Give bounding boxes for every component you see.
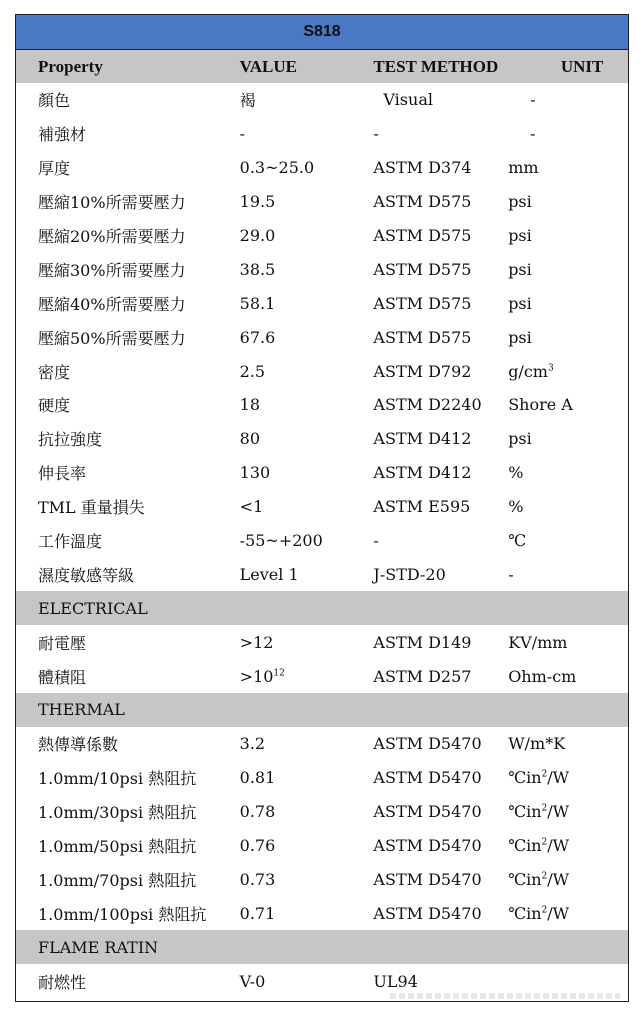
table-title xyxy=(16,15,628,50)
cell-property: 厚度 xyxy=(38,159,71,179)
cell-value-text: 67.6 xyxy=(239,327,276,347)
cell-unit-text: g/cm xyxy=(508,361,548,381)
table-row xyxy=(16,524,628,558)
cell-property: 壓縮40%所需要壓力 xyxy=(38,294,186,314)
cell-test-method: ASTM D5470 xyxy=(373,734,482,754)
table-row xyxy=(16,422,628,456)
cell-value-text: 0.3~25.0 xyxy=(239,158,315,178)
table-row xyxy=(16,896,628,930)
cell-value xyxy=(238,768,374,787)
table-title-text: S818 xyxy=(303,23,341,40)
cell-unit xyxy=(508,226,628,245)
cell-property: 硬度 xyxy=(38,396,71,416)
cell-unit xyxy=(508,260,628,279)
cell-property: 補強材 xyxy=(38,125,87,145)
cell-value-text: 2.5 xyxy=(239,361,266,381)
cell-unit-text: Shore A xyxy=(508,395,573,415)
table-row xyxy=(16,117,628,151)
cell-unit-text: ℃ xyxy=(508,531,527,551)
table-row xyxy=(16,862,628,896)
cell-value-text: 0.78 xyxy=(239,802,276,822)
cell-unit-tail: /W xyxy=(547,869,570,889)
section-row xyxy=(16,591,628,625)
cell-property: 耐燃性 xyxy=(38,972,87,992)
cell-unit xyxy=(508,90,628,109)
cell-test-method: ASTM D5470 xyxy=(373,768,482,788)
cell-unit xyxy=(508,870,628,889)
cell-value xyxy=(238,734,374,753)
cell-value-text: 58.1 xyxy=(239,293,276,313)
table-row xyxy=(16,354,628,388)
table-row xyxy=(16,83,628,117)
cell-property: 抗拉強度 xyxy=(38,430,103,450)
cell-value-text: 130 xyxy=(239,463,271,483)
cell-property: 1.0mm/10psi 熱阻抗 xyxy=(38,769,197,789)
cell-unit-text: psi xyxy=(508,327,532,347)
table-body xyxy=(16,83,628,998)
cell-value-text: >12 xyxy=(239,632,274,652)
cell-test-method: ASTM D412 xyxy=(373,463,472,483)
cell-value-text: 0.76 xyxy=(239,836,276,856)
table-row xyxy=(16,388,628,422)
cell-unit xyxy=(508,768,628,787)
cell-value xyxy=(238,395,374,414)
cell-unit-text: ℃in xyxy=(508,903,542,923)
header-test-method: TEST METHOD xyxy=(373,56,499,76)
cell-unit xyxy=(508,192,628,211)
cell-unit-tail: /W xyxy=(547,768,570,788)
cell-unit-sup: 2 xyxy=(541,837,548,848)
cell-value-text: 38.5 xyxy=(239,259,276,279)
cell-value xyxy=(238,429,374,448)
cell-value xyxy=(238,802,374,821)
cell-test-method: J-STD-20 xyxy=(373,564,446,584)
section-label: ELECTRICAL xyxy=(38,598,148,618)
cell-test-method: ASTM D2240 xyxy=(373,395,482,415)
cell-test-method: Visual xyxy=(383,90,433,110)
cell-property: TML 重量損失 xyxy=(38,498,145,518)
section-row xyxy=(16,693,628,727)
cell-value xyxy=(238,158,374,177)
cell-value xyxy=(238,531,374,550)
header-value: VALUE xyxy=(239,56,297,76)
cell-test-method: ASTM E595 xyxy=(373,497,471,517)
cell-test-method: - xyxy=(373,124,379,144)
table-row xyxy=(16,286,628,320)
header-property: Property xyxy=(38,56,103,76)
cell-value xyxy=(238,328,374,347)
cell-unit xyxy=(508,429,628,448)
cell-value xyxy=(238,226,374,245)
table-row xyxy=(16,727,628,761)
table-row xyxy=(16,625,628,659)
cell-value-text: V-0 xyxy=(239,971,266,991)
cell-value xyxy=(238,362,374,381)
cell-value xyxy=(238,565,374,584)
table-row xyxy=(16,659,628,693)
cell-value xyxy=(238,463,374,482)
watermark xyxy=(390,993,620,999)
cell-unit-sup: 2 xyxy=(541,803,548,814)
cell-value-text: 0.71 xyxy=(239,903,276,923)
cell-test-method: ASTM D792 xyxy=(373,361,472,381)
cell-unit xyxy=(508,565,628,584)
cell-unit-tail: /W xyxy=(547,903,570,923)
table-row xyxy=(16,252,628,286)
cell-unit xyxy=(508,734,628,753)
cell-property: 顏色 xyxy=(38,91,71,111)
cell-value xyxy=(238,124,374,143)
cell-property: 體積阻 xyxy=(38,667,87,687)
cell-value-text: 3.2 xyxy=(239,734,266,754)
cell-unit-text: ℃in xyxy=(508,836,542,856)
cell-unit-text: % xyxy=(508,497,524,517)
cell-test-method: ASTM D257 xyxy=(373,666,472,686)
cell-test-method: ASTM D575 xyxy=(373,293,472,313)
cell-property: 1.0mm/70psi 熱阻抗 xyxy=(38,870,197,890)
cell-unit-text: KV/mm xyxy=(508,632,568,652)
cell-unit xyxy=(508,802,628,821)
cell-value xyxy=(238,633,374,652)
cell-unit xyxy=(508,124,628,143)
cell-unit xyxy=(508,328,628,347)
cell-unit-text: ℃in xyxy=(508,869,542,889)
cell-unit-text: - xyxy=(508,564,514,584)
cell-unit xyxy=(508,633,628,652)
cell-value xyxy=(238,972,374,991)
cell-unit-text: - xyxy=(530,90,536,110)
cell-test-method: ASTM D575 xyxy=(373,226,472,245)
cell-property: 壓縮30%所需要壓力 xyxy=(38,260,186,280)
cell-unit-sup: 2 xyxy=(541,871,548,882)
cell-unit-text: psi xyxy=(508,293,532,313)
cell-property: 壓縮20%所需要壓力 xyxy=(38,227,186,246)
cell-value xyxy=(238,667,374,686)
cell-property: 1.0mm/50psi 熱阻抗 xyxy=(38,837,197,857)
header-unit: UNIT xyxy=(560,56,604,76)
section-label: FLAME RATIN xyxy=(38,937,159,957)
cell-value xyxy=(238,88,374,111)
cell-unit xyxy=(508,836,628,855)
cell-property: 伸長率 xyxy=(38,464,87,484)
cell-value-text: Level 1 xyxy=(239,564,299,584)
cell-unit xyxy=(508,667,628,686)
cell-unit xyxy=(508,294,628,313)
cell-value xyxy=(238,870,374,889)
cell-unit-text: psi xyxy=(508,429,532,449)
table-row xyxy=(16,795,628,829)
cell-test-method: ASTM D412 xyxy=(373,429,472,449)
cell-value-text: 29.0 xyxy=(239,226,276,245)
cell-test-method: - xyxy=(373,531,379,551)
cell-value xyxy=(238,904,374,923)
cell-property: 密度 xyxy=(38,362,71,382)
table-row xyxy=(16,490,628,524)
cell-unit-text: ℃in xyxy=(508,802,542,822)
table-row xyxy=(16,151,628,185)
cell-unit-text: psi xyxy=(508,259,532,279)
table-row xyxy=(16,456,628,490)
cell-property: 濕度敏感等級 xyxy=(38,565,135,585)
table-row xyxy=(16,761,628,795)
cell-value xyxy=(238,497,374,516)
cell-value xyxy=(238,192,374,211)
cell-test-method: ASTM D5470 xyxy=(373,836,482,856)
cell-value-text: 80 xyxy=(239,429,261,449)
cell-unit xyxy=(508,395,628,414)
cell-value xyxy=(238,836,374,855)
section-row xyxy=(16,930,628,964)
cell-test-method: ASTM D575 xyxy=(373,327,472,347)
cell-unit-text: Ohm-cm xyxy=(508,666,577,686)
cell-unit xyxy=(508,463,628,482)
cell-unit-sup: 2 xyxy=(541,905,548,916)
cell-test-method: ASTM D149 xyxy=(373,632,472,652)
cell-unit-tail: /W xyxy=(547,802,570,822)
cell-unit-text: W/m*K xyxy=(508,734,566,754)
header-row xyxy=(16,50,628,83)
cell-property: 壓縮10%所需要壓力 xyxy=(38,193,186,213)
cell-value-text: 褐 xyxy=(239,91,256,111)
spec-table xyxy=(15,14,629,1002)
cell-value-text: >10 xyxy=(239,666,274,686)
section-label: THERMAL xyxy=(38,700,125,720)
cell-test-method: ASTM D5470 xyxy=(373,903,482,923)
table-row xyxy=(16,829,628,863)
cell-unit-tail: /W xyxy=(547,836,570,856)
cell-property: 1.0mm/100psi 熱阻抗 xyxy=(38,904,207,924)
cell-unit-text: psi xyxy=(508,226,532,245)
cell-unit xyxy=(508,904,628,923)
cell-test-method: ASTM D5470 xyxy=(373,802,482,822)
cell-unit-text: mm xyxy=(508,158,539,178)
cell-test-method: ASTM D575 xyxy=(373,192,472,212)
cell-test-method: ASTM D5470 xyxy=(373,869,482,889)
cell-unit-text: % xyxy=(508,463,524,483)
cell-unit-text: ℃in xyxy=(508,768,542,788)
cell-test-method: ASTM D575 xyxy=(373,259,472,279)
cell-property: 工作溫度 xyxy=(38,532,103,552)
cell-property: 耐電壓 xyxy=(38,633,87,653)
cell-unit-text: psi xyxy=(508,192,532,212)
cell-property: 1.0mm/30psi 熱阻抗 xyxy=(38,803,197,823)
table-row xyxy=(16,320,628,354)
cell-value xyxy=(238,294,374,313)
cell-unit xyxy=(508,497,628,516)
table-row xyxy=(16,557,628,591)
cell-unit xyxy=(508,362,628,381)
table-row xyxy=(16,219,628,253)
cell-property: 壓縮50%所需要壓力 xyxy=(38,328,186,348)
cell-unit-sup: 2 xyxy=(541,769,548,780)
cell-unit-sup: 3 xyxy=(547,363,554,374)
cell-unit-text: - xyxy=(530,124,536,144)
cell-unit xyxy=(508,531,628,550)
cell-value-text: -55~+200 xyxy=(239,531,323,551)
cell-value-text: <1 xyxy=(239,497,264,517)
cell-test-method: ASTM D374 xyxy=(373,158,472,178)
cell-test-method: UL94 xyxy=(373,971,418,991)
cell-unit xyxy=(508,158,628,177)
cell-value-text: 19.5 xyxy=(239,192,276,212)
cell-value xyxy=(238,260,374,279)
cell-value-text: 18 xyxy=(239,395,261,415)
cell-value-sup: 12 xyxy=(273,668,285,679)
cell-value-text: - xyxy=(239,124,246,144)
table-row xyxy=(16,185,628,219)
cell-value-text: 0.81 xyxy=(239,768,276,788)
cell-property: 熱傳導係數 xyxy=(38,735,119,755)
cell-value-text: 0.73 xyxy=(239,869,276,889)
